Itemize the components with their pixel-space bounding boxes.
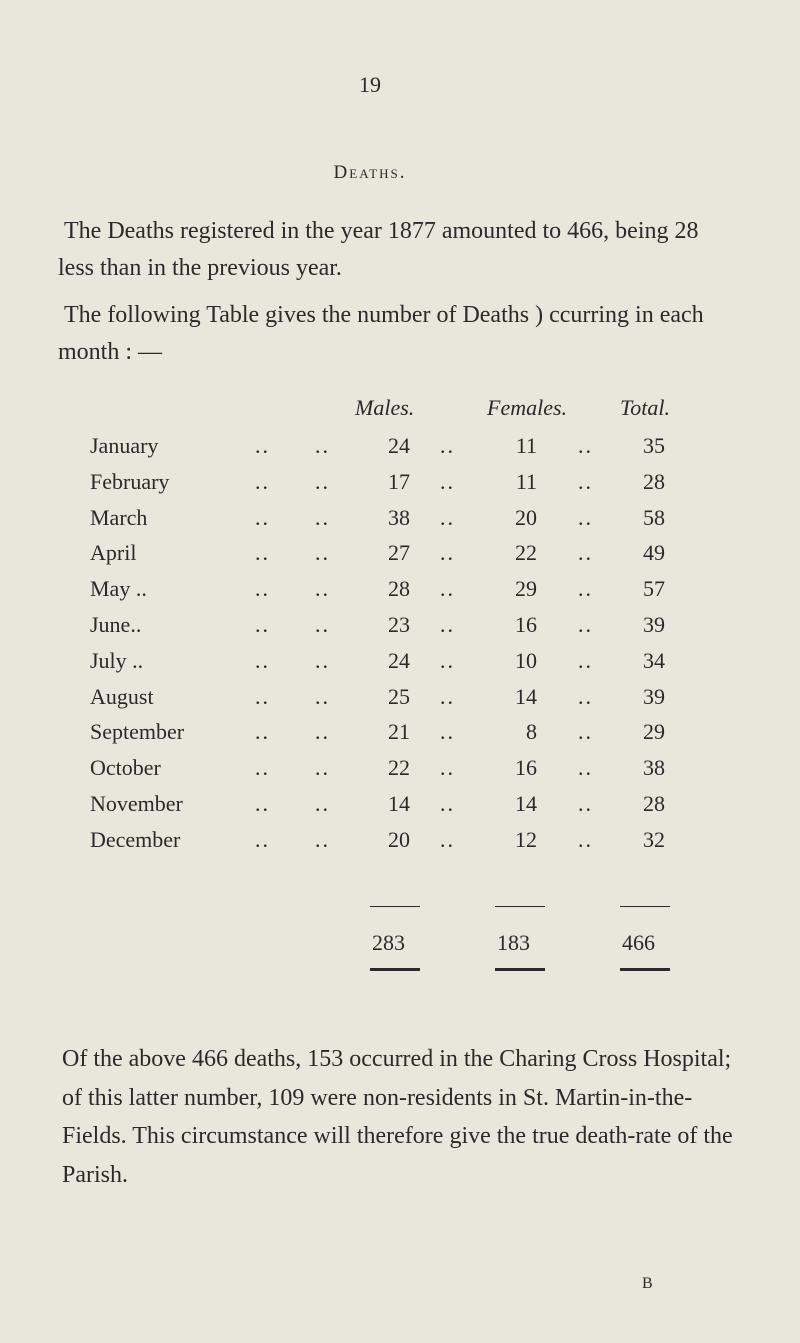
leader-dots: ..	[255, 468, 270, 494]
leader-dots: ..	[578, 826, 593, 852]
females-value: 8	[526, 719, 537, 745]
leader-dots: ..	[440, 683, 455, 709]
leader-dots: ..	[578, 468, 593, 494]
total-value: 34	[643, 647, 665, 673]
month-label: December	[90, 826, 181, 852]
leader-dots: ..	[440, 504, 455, 530]
month-label: May ..	[90, 576, 147, 602]
total-value: 29	[643, 719, 665, 745]
month-label: March	[90, 504, 148, 530]
table-row	[0, 827, 800, 861]
total-value: 57	[643, 576, 665, 602]
leader-dots: ..	[440, 826, 455, 852]
leader-dots: ..	[255, 791, 270, 816]
leader-dots: ..	[255, 647, 270, 673]
month-label: July ..	[90, 647, 144, 673]
leader-dots: ..	[578, 647, 593, 673]
leader-dots: ..	[578, 612, 593, 637]
leader-dots: ..	[315, 612, 330, 637]
month-label: February	[90, 468, 170, 494]
table-row	[0, 719, 800, 753]
header-males: Males.	[355, 395, 415, 420]
total-value: 35	[643, 433, 665, 458]
rule-total	[620, 906, 670, 907]
leader-dots: ..	[578, 683, 593, 709]
leader-dots: ..	[255, 612, 270, 637]
leader-dots: ..	[255, 683, 270, 709]
females-value: 10	[515, 647, 537, 673]
section-title: Deaths.	[333, 162, 407, 183]
table-row	[0, 755, 800, 789]
table-row	[0, 505, 800, 539]
rule-males	[370, 906, 420, 907]
females-value: 14	[515, 683, 537, 709]
leader-dots: ..	[315, 433, 330, 458]
table-row	[0, 576, 800, 610]
leader-dots: ..	[315, 755, 330, 781]
leader-dots: ..	[255, 504, 270, 530]
table-row	[0, 612, 800, 646]
rule-females	[495, 906, 545, 907]
double-rule-total	[620, 968, 670, 971]
leader-dots: ..	[578, 576, 593, 602]
leader-dots: ..	[255, 719, 270, 745]
header-total: Total.	[620, 395, 670, 420]
total-value: 28	[643, 468, 665, 494]
males-value: 24	[388, 433, 410, 458]
males-value: 24	[388, 647, 410, 673]
double-rule-males	[370, 968, 420, 971]
leader-dots: ..	[578, 791, 593, 816]
females-value: 22	[515, 540, 537, 566]
leader-dots: ..	[440, 576, 455, 602]
leader-dots: ..	[440, 791, 455, 816]
total-value: 39	[643, 612, 665, 637]
leader-dots: ..	[440, 433, 455, 458]
leader-dots: ..	[315, 826, 330, 852]
males-value: 27	[388, 540, 410, 566]
table-row	[0, 648, 800, 682]
total-value: 58	[643, 504, 665, 530]
males-value: 22	[388, 755, 410, 781]
leader-dots: ..	[440, 612, 455, 637]
table-row	[0, 684, 800, 718]
leader-dots: ..	[578, 719, 593, 745]
double-rule-females	[495, 968, 545, 971]
month-label: August	[90, 683, 154, 709]
leader-dots: ..	[315, 719, 330, 745]
leader-dots: ..	[315, 576, 330, 602]
males-value: 14	[388, 791, 410, 816]
leader-dots: ..	[255, 755, 270, 781]
females-value: 11	[515, 468, 537, 494]
leader-dots: ..	[440, 719, 455, 745]
total-value: 32	[643, 826, 665, 852]
leader-dots: ..	[440, 468, 455, 494]
total-total: 466	[622, 930, 655, 955]
leader-dots: ..	[255, 826, 270, 852]
leader-dots: ..	[440, 647, 455, 673]
total-value: 38	[643, 755, 665, 781]
signature-mark: B	[642, 1275, 653, 1292]
table-row	[0, 540, 800, 574]
leader-dots: ..	[578, 540, 593, 566]
month-label: November	[90, 791, 183, 816]
table-row	[0, 469, 800, 503]
header-females: Females.	[487, 395, 568, 420]
leader-dots: ..	[578, 433, 593, 458]
leader-dots: ..	[255, 576, 270, 602]
total-females: 183	[497, 930, 530, 955]
females-value: 29	[515, 576, 537, 602]
leader-dots: ..	[315, 504, 330, 530]
males-value: 21	[388, 719, 410, 745]
leader-dots: ..	[440, 540, 455, 566]
paragraph-charing-cross: Of the above 466 deaths, 153 occurred in the Charing Cross Hospital; of this latter number, 109 were non-residents in St. Martin-in-the-Fields. This circumstance will therefore give the true death-rate of the Parish.	[62, 1046, 733, 1188]
month-label: January	[90, 433, 159, 458]
males-value: 25	[388, 683, 410, 709]
leader-dots: ..	[578, 755, 593, 781]
month-label: April	[90, 540, 137, 566]
paragraph-deaths-registered: The Deaths registered in the year 1877 amounted to 466, being 28 less than in the previous year.	[58, 218, 699, 281]
females-value: 12	[515, 826, 537, 852]
leader-dots: ..	[315, 468, 330, 494]
females-value: 16	[515, 612, 537, 637]
males-value: 20	[388, 826, 410, 852]
total-value: 28	[643, 791, 665, 816]
leader-dots: ..	[315, 791, 330, 816]
males-value: 28	[388, 576, 410, 602]
leader-dots: ..	[440, 755, 455, 781]
paragraph-table-intro: The following Table gives the number of Deaths ) ccurring in each month : —	[58, 302, 704, 365]
total-males: 283	[372, 930, 405, 955]
females-value: 11	[515, 433, 537, 458]
leader-dots: ..	[315, 540, 330, 566]
leader-dots: ..	[255, 433, 270, 458]
month-label: October	[90, 755, 161, 781]
males-value: 17	[388, 468, 410, 494]
females-value: 16	[515, 755, 537, 781]
females-value: 14	[515, 791, 537, 816]
table-row	[0, 791, 800, 825]
leader-dots: ..	[315, 683, 330, 709]
leader-dots: ..	[578, 504, 593, 530]
month-label: September	[90, 719, 185, 745]
total-value: 39	[643, 683, 665, 709]
table-row	[0, 433, 800, 467]
page-number: 19	[359, 72, 381, 97]
males-value: 23	[388, 612, 410, 637]
females-value: 20	[515, 504, 537, 530]
males-value: 38	[388, 504, 410, 530]
leader-dots: ..	[315, 647, 330, 673]
total-value: 49	[643, 540, 665, 566]
month-label: June..	[90, 612, 142, 637]
leader-dots: ..	[255, 540, 270, 566]
